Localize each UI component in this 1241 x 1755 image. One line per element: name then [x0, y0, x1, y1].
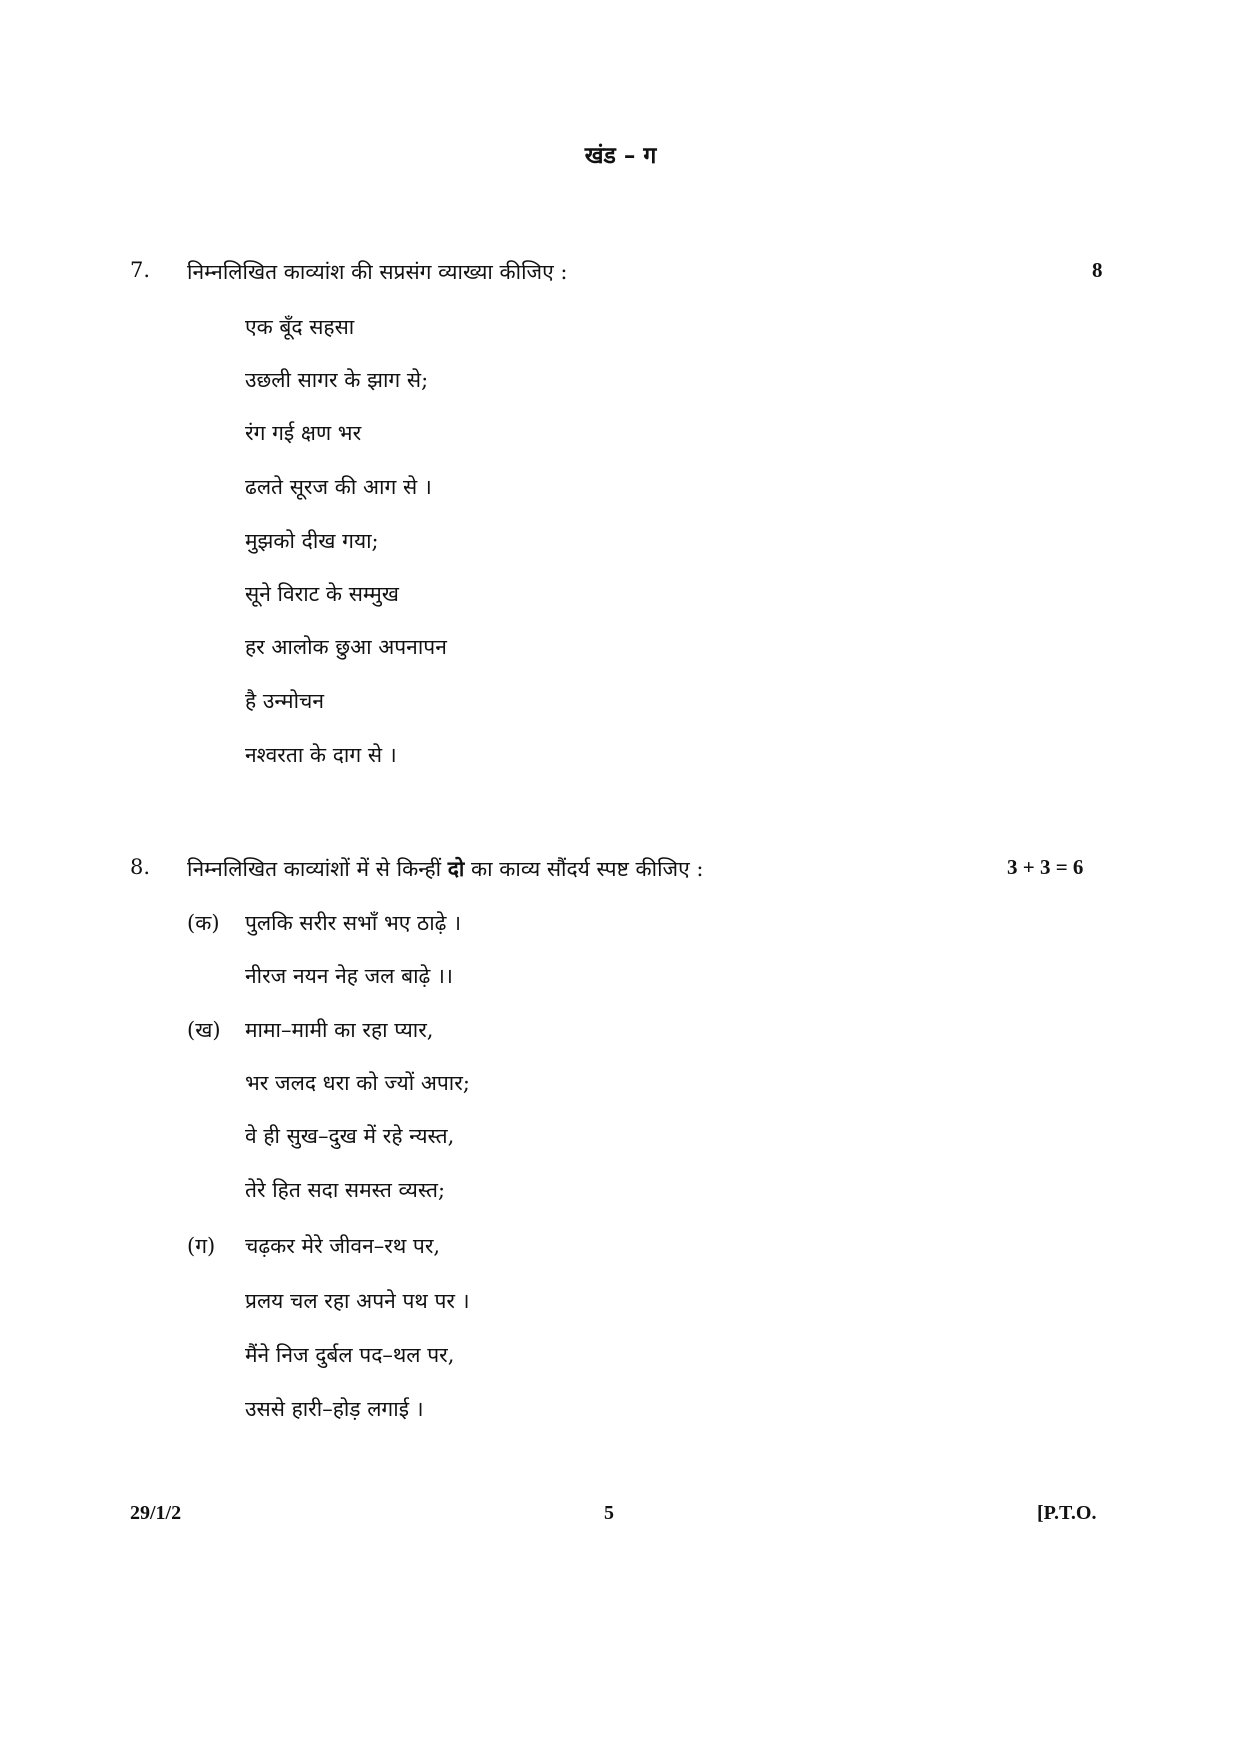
q8-part-line: पुलकि सरीर सभाँ भए ठाढ़े ।: [245, 911, 462, 935]
q8-marks: 3 + 3 = 6: [1007, 855, 1084, 879]
q8-instruction-emphasis: दो: [447, 856, 465, 881]
q8-part-line: मैंने निज दुर्बल पद–थल पर,: [245, 1343, 455, 1367]
q8-part-line: तेरे हित सदा समस्त व्यस्त;: [245, 1178, 446, 1202]
q8-number: 8.: [130, 855, 151, 879]
q7-poem-line: रंग गई क्षण भर: [245, 421, 362, 445]
paper-code: 29/1/2: [130, 1502, 182, 1524]
q7-instruction: निम्नलिखित काव्यांश की सप्रसंग व्याख्या कीजिए :: [187, 260, 568, 284]
q7-number: 7.: [130, 258, 151, 282]
q7-poem-line: नश्वरता के दाग से ।: [245, 743, 397, 767]
q7-poem-line: उछली सागर के झाग से;: [245, 368, 429, 392]
q8-part-line: प्रलय चल रहा अपने पथ पर ।: [245, 1289, 470, 1313]
q8-part-line: चढ़कर मेरे जीवन–रथ पर,: [245, 1234, 441, 1258]
q7-poem-line: है उन्मोचन: [245, 689, 324, 713]
q8-part-label: (क): [187, 911, 220, 935]
q7-marks: 8: [1092, 258, 1103, 282]
q8-instruction: [187, 855, 704, 883]
q7-poem-line: मुझको दीख गया;: [245, 529, 379, 553]
q8-part-line: उससे हारी–होड़ लगाई ।: [245, 1397, 424, 1421]
q8-instruction-post: का काव्य सौंदर्य स्पष्ट कीजिए :: [464, 857, 704, 881]
q8-part-line: नीरज नयन नेह जल बाढ़े ।।: [245, 964, 453, 988]
q7-poem-line: एक बूँद सहसा: [245, 315, 355, 339]
page-number: 5: [604, 1502, 614, 1524]
q8-part-line: मामा–मामी का रहा प्यार,: [245, 1018, 434, 1042]
q8-part-label: (ग): [187, 1234, 216, 1258]
q8-part-line: वे ही सुख–दुख में रहे न्यस्त,: [245, 1124, 455, 1148]
q8-instruction-pre: निम्नलिखित काव्यांशों में से किन्हीं: [187, 857, 448, 881]
section-title: खंड – ग: [584, 142, 657, 169]
q7-poem-line: हर आलोक छुआ अपनापन: [245, 635, 447, 659]
q8-part-line: भर जलद धरा को ज्यों अपार;: [245, 1071, 470, 1095]
pto-marker: [P.T.O.: [1037, 1502, 1097, 1524]
q8-part-label: (ख): [187, 1018, 221, 1042]
q7-poem-line: सूने विराट के सम्मुख: [245, 582, 399, 606]
q7-poem-line: ढलते सूरज की आग से ।: [245, 475, 432, 499]
